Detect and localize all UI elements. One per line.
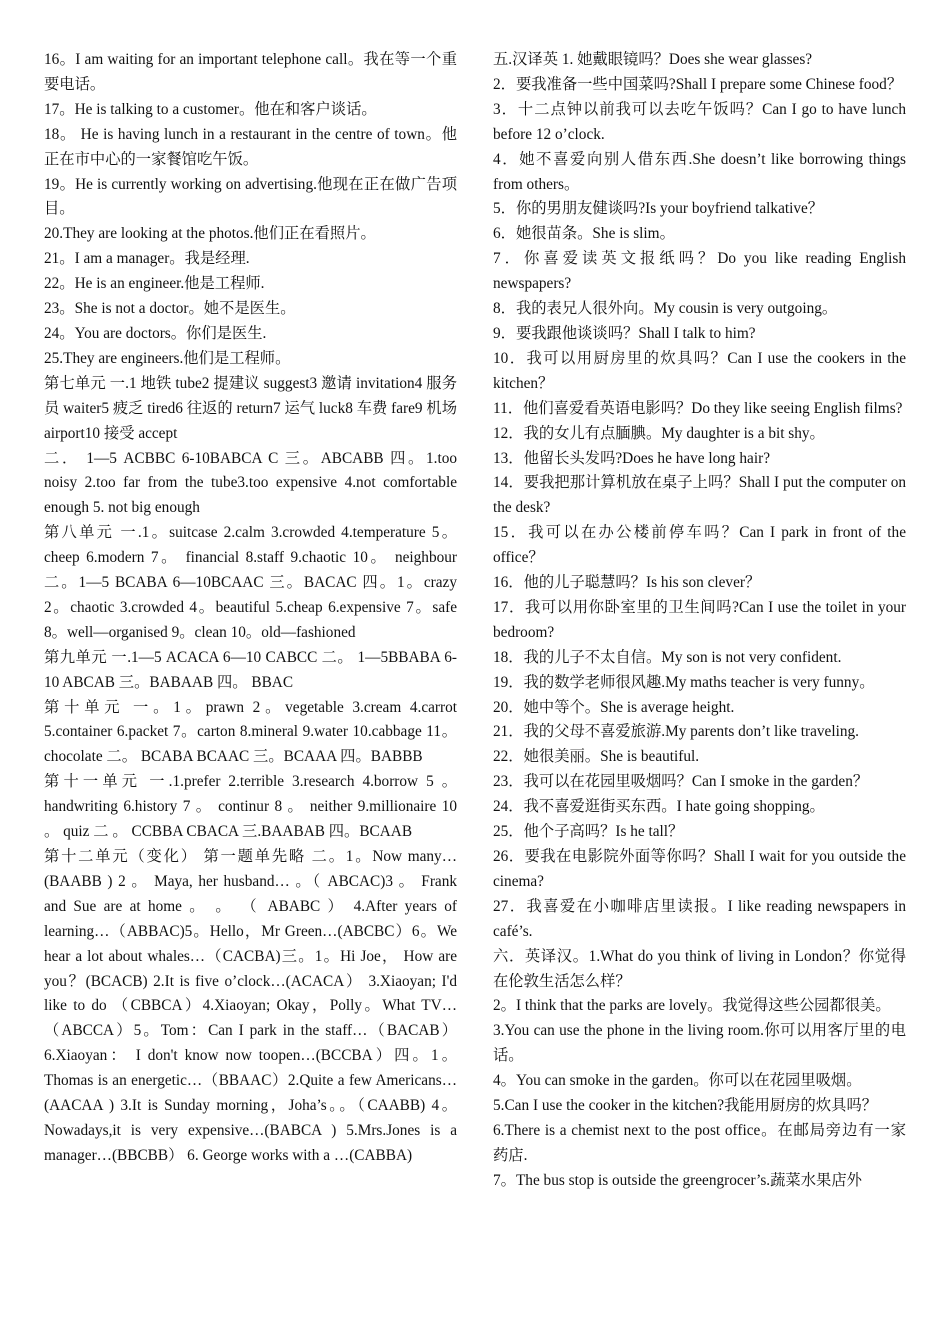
text-paragraph: 17。He is talking to a customer。他在和客户谈话。 <box>44 100 377 118</box>
unit-answers: 第八单元 一.1。suitcase 2.calm 3.crowded 4.temperature 5。 cheep 6.modern 7。 financial 8.staff 9.chaotic 10。 neighbour 二。1—5 BCABA 6—10BCAAC 三。BACAC 四。1。crazy 2。chaotic 3.crowded 4。beautiful 5.cheap 6.expensive 7。safe 8。well—organised 9。clean 10。old—fashioned <box>44 524 457 641</box>
text-paragraph: 11．他们喜爱看英语电影吗？Do they like seeing English films? <box>493 399 903 417</box>
text-paragraph: 5．你的男朋友健谈吗?Is your boyfriend talkative？ <box>493 200 824 218</box>
text-paragraph: 4．她不喜爱向别人借东西.She doesn’t like borrowing things from others。 <box>493 150 906 193</box>
text-paragraph: 六．英译汉。1.What do you think of living in London？你觉得在伦敦生活怎么样？ <box>493 947 906 990</box>
text-paragraph: 6.There is a chemist next to the post office。在邮局旁边有一家药店. <box>493 1121 906 1164</box>
text-paragraph: 4。You can smoke in the garden。你可以在花园里吸烟。 <box>493 1072 862 1090</box>
text-paragraph: 2。I think that the parks are lovely。我觉得这些公园都很美。 <box>493 997 891 1015</box>
text-paragraph: 7．你喜爱读英文报纸吗？Do you like reading English newspapers? <box>493 250 906 293</box>
text-paragraph: 20．她中等个。She is average height. <box>493 698 735 716</box>
unit-answers: 二． 1—5 ACBBC 6-10BABCA C 三。ABCABB 四。1.too noisy 2.too far from the tube3.too expensive 4.not comfortable enough 5. not big enough <box>44 449 457 517</box>
text-paragraph: 23。She is not a doctor。她不是医生。 <box>44 300 296 318</box>
unit-answers: 第十一单元 一.1.prefer 2.terrible 3.research 4.borrow 5 。 handwriting 6.history 7 。 continur 8 。 neither 9.millionaire 10 。 quiz 二 。 CCBBA CBACA 三.BAABAB 四。BCAAB <box>44 773 457 841</box>
text-paragraph: 13．他留长头发吗?Does he have long hair? <box>493 449 770 467</box>
text-paragraph: 19。He is currently working on advertising.他现在正在做广告项目。 <box>44 175 457 218</box>
right-column <box>493 48 906 1344</box>
left-column <box>44 48 457 1344</box>
unit-answers: 第十单元 一。1。prawn 2。vegetable 3.cream 4.carrot 5.container 6.packet 7。carton 8.mineral 9.water 10.cabbage 11。chocolate 二。 BCABA BCAAC 三。BCAAA 四。BABBB <box>44 698 457 766</box>
text-paragraph: 26．要我在电影院外面等你吗？Shall I wait for you outside the cinema? <box>493 848 906 890</box>
text-paragraph: 8．我的表兄人很外向。My cousin is very outgoing。 <box>493 300 838 318</box>
text-paragraph: 5.Can I use the cooker in the kitchen?我能用厨房的炊具吗？ <box>493 1097 878 1115</box>
text-paragraph: 16。I am waiting for an important telephone call。我在等一个重要电话。 <box>44 51 457 93</box>
text-paragraph: 12．我的女儿有点腼腆。My daughter is a bit shy。 <box>493 424 825 442</box>
text-paragraph: 18。 He is having lunch in a restaurant in the centre of town。他正在市中心的一家餐馆吃午饭。 <box>44 125 457 168</box>
text-paragraph: 7。The bus stop is outside the greengrocer’s.蔬菜水果店外 <box>493 1171 862 1189</box>
text-paragraph: 21。I am a manager。我是经理. <box>44 250 250 268</box>
text-paragraph: 21．我的父母不喜爱旅游.My parents don’t like traveling. <box>493 723 859 741</box>
text-paragraph: 19．我的数学老师很风趣.My maths teacher is very funny。 <box>493 673 875 691</box>
text-paragraph: 22．她很美丽。She is beautiful. <box>493 748 700 766</box>
text-paragraph: 10．我可以用厨房里的炊具吗？Can I use the cookers in the kitchen？ <box>493 349 906 392</box>
text-paragraph: 3.You can use the phone in the living room.你可以用客厅里的电话。 <box>493 1022 906 1065</box>
text-paragraph: 14．要我把那计算机放在桌子上吗？Shall I put the computer on the desk? <box>493 474 906 517</box>
text-paragraph: 24。You are doctors。你们是医生. <box>44 324 267 342</box>
text-paragraph: 17．我可以用你卧室里的卫生间吗?Can I use the toilet in your bedroom? <box>493 598 906 641</box>
text-paragraph: 3．十二点钟以前我可以去吃午饭吗？Can I go to have lunch before 12 o’clock. <box>493 100 906 143</box>
unit-answers: 第七单元 一.1 地铁 tube2 提建议 suggest3 邀请 invitation4 服务员 waiter5 疲乏 tired6 往返的 return7 运气 luck8 车费 fare9 机场 airport10 接受 accept <box>44 374 457 442</box>
text-paragraph: 25.They are engineers.他们是工程师。 <box>44 349 291 367</box>
unit-answers: 第十二单元（变化） 第一题单先略 二。1。Now many…(BAABB ) 2 。 Maya, her husband… 。（ ABCAC)3 。 Frank and Sue are at home 。 。 （ ABABC ） 4.After years of learning…（ABBAC)5。Hello，Mr Green…(ABCBC）6。We hear a lot about whales…（CACBA)三。1。Hi Joe， How are you？(BCACB) 2.It is five o’clock…(ACACA） 3.Xiaoyan; I'd like to do （CBBCA）4.Xiaoyan; Okay，Polly。What TV…（ABCCA）5。Tom：Can I park in the staff…（BACAB）6.Xiaoyan： I don't know now toopen…(BCCBA）四。1。Thomas is an energetic…（BBAAC）2.Quite a few Americans…(AACAA ) 3.It is Sunday morning，Joha’s。。（CAABB) 4。Nowadays,it is very expensive…(BABCA ) 5.Mrs.Jones is a manager…(BBCBB） 6. George works with a …(CABBA) <box>44 848 457 1164</box>
text-paragraph: 25．他个子高吗？Is he tall？ <box>493 823 684 841</box>
text-paragraph: 五.汉译英 1. 她戴眼镜吗？Does she wear glasses? <box>493 51 813 68</box>
text-paragraph: 9．要我跟他谈谈吗？Shall I talk to him? <box>493 324 756 342</box>
unit-answers: 第九单元 一.1—5 ACACA 6—10 CABCC 二。 1—5BBABA 6-10 ABCAB 三。BABAAB 四。 BBAC <box>44 648 457 691</box>
text-paragraph: 23．我可以在花园里吸烟吗？Can I smoke in the garden？ <box>493 773 869 791</box>
text-paragraph: 18．我的儿子不太自信。My son is not very confident. <box>493 648 842 666</box>
text-paragraph: 20.They are looking at the photos.他们正在看照片。 <box>44 225 376 243</box>
text-paragraph: 27．我喜爱在小咖啡店里读报。I like reading newspapers in café’s. <box>493 897 906 940</box>
text-paragraph: 22。He is an engineer.他是工程师. <box>44 275 265 293</box>
text-paragraph: 6．她很苗条。She is slim。 <box>493 225 675 243</box>
text-paragraph: 15．我可以在办公楼前停车吗？Can I park in front of the office？ <box>493 524 906 567</box>
text-paragraph: 2．要我准备一些中国菜吗?Shall I prepare some Chinese food？ <box>493 75 903 93</box>
text-paragraph: 24．我不喜爱逛街买东西。I hate going shopping。 <box>493 798 825 816</box>
text-paragraph: 16．他的儿子聪慧吗？Is his son clever？ <box>493 574 761 592</box>
